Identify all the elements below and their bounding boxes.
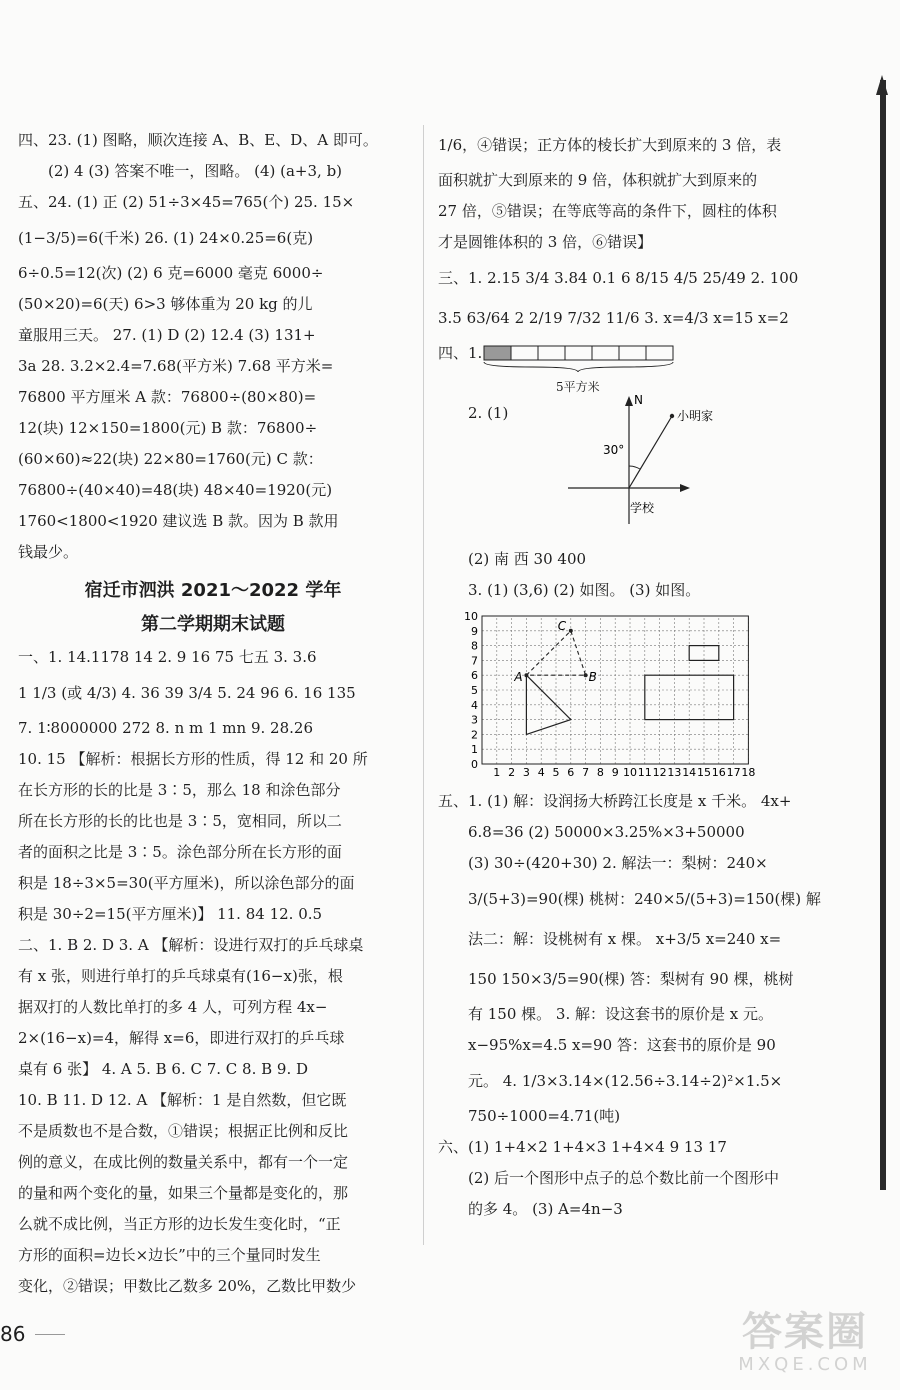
text-line: 12(块) 12×150=1800(元) B 款：76800÷ [18, 419, 318, 437]
bar-cell [619, 346, 646, 360]
text-line: 四、1. [438, 344, 483, 362]
text-line: 六、(1) 1+4×2 1+4×3 1+4×4 9 13 17 [438, 1138, 727, 1156]
text-line: 法二：解：设桃树有 x 棵。 x+3/5 x=240 x= [468, 930, 782, 948]
y-tick-label: 2 [471, 728, 478, 742]
text-line: 钱最少。 [18, 543, 79, 561]
text-line: 76800 平方厘米 A 款：76800÷(80×80)= [18, 388, 317, 406]
direction-line [629, 416, 672, 488]
brace [484, 362, 673, 372]
text-line: 10. 15 【解析：根据长方形的性质，得 12 和 20 所 [18, 750, 368, 768]
x-tick-label: 4 [537, 766, 545, 779]
x-tick-label: 10 [623, 766, 637, 779]
text-line: 一、1. 14.1178 14 2. 9 16 75 七五 3. 3.6 [18, 648, 317, 666]
north-arrow-icon [625, 396, 633, 406]
x-tick-label: 18 [741, 766, 756, 779]
bar-cell [565, 346, 592, 360]
text-line: 1760<1800<1920 建议选 B 款。因为 B 款用 [18, 512, 339, 530]
angle-label: 30° [603, 443, 625, 457]
text-line: (2) 4 (3) 答案不唯一，图略。 (4) (a+3, b) [48, 162, 343, 180]
x-tick-label: 1 [493, 766, 501, 779]
point-label: A [514, 670, 523, 685]
y-tick-label: 0 [471, 758, 478, 771]
x-tick-label: 16 [711, 766, 726, 779]
q2-label: 2. (1) [468, 404, 509, 422]
x-tick-label: 13 [667, 766, 682, 779]
text-line: 有 x 张，则进行单打的乒乓球桌有(16−x)张，根 [18, 967, 343, 985]
text-line: 童服用三天。 27. (1) D (2) 12.4 (3) 131+ [18, 326, 316, 344]
text-line: 方形的面积=边长×边长”中的三个量同时发生 [18, 1246, 321, 1264]
text-line: (2) 后一个图形中点子的总个数比前一个图形中 [468, 1169, 780, 1187]
angle-arc [629, 466, 640, 469]
y-tick-label: 5 [471, 684, 478, 697]
y-tick-label: 1 [471, 743, 478, 757]
east-arrow-icon [680, 484, 690, 492]
bar-cell [646, 346, 673, 360]
text-line: (2) 南 西 30 400 [468, 550, 587, 568]
x-tick-label: 9 [611, 766, 619, 779]
text-line: 面积就扩大到原来的 9 倍，体积就扩大到原来的 [438, 171, 758, 189]
text-line: 据双打的人数比单打的多 4 人，可列方程 4x− [18, 998, 328, 1016]
y-tick-label: 4 [471, 698, 478, 712]
page-number: 86 [0, 1322, 26, 1346]
text-line: 变化，②错误；甲数比乙数多 20%，乙数比甲数少 [18, 1277, 357, 1295]
y-tick-label: 7 [471, 654, 478, 668]
text-line: 76800÷(40×40)=48(块) 48×40=1920(元) [18, 481, 333, 499]
watermark [720, 1310, 890, 1380]
page-edge-tip [876, 75, 888, 95]
page-number-rule [35, 1334, 65, 1335]
text-line: 所在长方形的长的比也是 3∶5，宽相同，所以二 [18, 812, 342, 830]
text-line: 有 150 棵。 3. 解：设这套书的原价是 x 元。 [468, 1005, 774, 1023]
page-edge-bar [880, 80, 886, 1190]
text-line: 在长方形的长的比是 3∶5，那么 18 和涂色部分 [18, 781, 341, 799]
text-line: 五、1. (1) 解：设润扬大桥跨江长度是 x 千米。 4x+ [438, 792, 792, 810]
text-line: 750÷1000=4.71(吨) [468, 1107, 621, 1125]
bar-cell [538, 346, 565, 360]
grid-point [584, 673, 588, 677]
text-line: 的量和两个变化的量，如果三个量都是变化的，那 [18, 1184, 349, 1202]
x-tick-label: 12 [652, 766, 667, 779]
text-line: 桌有 6 张】 4. A 5. B 6. C 7. C 8. B 9. D [18, 1060, 309, 1078]
text-line: 3. (1) (3,6) (2) 如图。 (3) 如图。 [468, 581, 701, 599]
text-line: 不是质数也不是合数，①错误；根据正比例和反比 [18, 1122, 349, 1140]
bar-label: 5平方米 [556, 380, 600, 394]
text-line: 6.8=36 (2) 50000×3.25%×3+50000 [468, 823, 745, 841]
text-line: 2×(16−x)=4，解得 x=6，即进行双打的乒乓球 [18, 1029, 345, 1047]
grid-figure-row [438, 606, 833, 786]
dashed-triangle [526, 631, 585, 675]
compass-figure [566, 394, 766, 544]
watermark-url: MXQE.COM [738, 1354, 872, 1375]
watermark-logo: 答案圈 [742, 1309, 868, 1355]
text-line: 的多 4。 (3) A=4n−3 [468, 1200, 623, 1218]
x-tick-label: 3 [522, 766, 530, 779]
text-line: 三、1. 2.15 3/4 3.84 0.1 6 8/15 4/5 25/49 2. 100 [438, 269, 799, 287]
north-label: N [634, 394, 643, 407]
home-label: 小明家 [677, 409, 714, 423]
text-line: 1/6，④错误；正方体的棱长扩大到原来的 3 倍，表 [438, 136, 782, 154]
y-tick-label: 3 [471, 713, 478, 727]
text-line: (1−3/5)=6(千米) 26. (1) 24×0.25=6(克) [18, 229, 314, 247]
shaded-cell [484, 346, 511, 360]
text-line: 者的面积之比是 3∶5。涂色部分所在长方形的面 [18, 843, 342, 861]
x-tick-label: 2 [508, 766, 516, 779]
q4-1-row [438, 338, 833, 380]
text-line: 四、23. (1) 图略，顺次连接 A、B、E、D、A 即可。 [18, 131, 378, 149]
right-column [438, 125, 833, 1225]
home-point [670, 414, 674, 418]
x-tick-label: 17 [726, 766, 741, 779]
x-tick-label: 8 [596, 766, 604, 779]
text-line: (50×20)=6(天) 6>3 够体重为 20 kg 的儿 [18, 295, 313, 313]
point-label: C [557, 618, 567, 633]
text-line: (60×60)≈22(块) 22×80=1760(元) C 款： [18, 450, 323, 468]
coordinate-grid [460, 606, 790, 786]
x-tick-label: 14 [682, 766, 697, 779]
text-line: x−95%x=4.5 x=90 答：这套书的原价是 90 [468, 1036, 776, 1054]
text-line: 150 150×3/5=90(棵) 答：梨树有 90 棵，桃树 [468, 970, 794, 988]
x-tick-label: 6 [567, 766, 575, 779]
text-line: 10. B 11. D 12. A 【解析：1 是自然数，但它既 [18, 1091, 347, 1109]
exam-subtitle: 第二学期期末试题 [141, 614, 285, 635]
grid-point [569, 629, 573, 633]
text-line: 7. 1∶8000000 272 8. n m 1 mn 9. 28.26 [18, 719, 313, 737]
text-line: 3a 28. 3.2×2.4=7.68(平方米) 7.68 平方米= [18, 357, 334, 375]
x-tick-label: 5 [552, 766, 560, 779]
bar-cell [511, 346, 538, 360]
exam-title: 宿迁市泗洪 2021～2022 学年 [84, 580, 342, 601]
text-line: 元。 4. 1/3×3.14×(12.56÷3.14÷2)²×1.5× [468, 1072, 783, 1090]
text-line: 1 1/3 (或 4/3) 4. 36 39 3/4 5. 24 96 6. 16 135 [18, 684, 356, 702]
y-tick-label: 6 [471, 669, 478, 683]
text-line: 五、24. (1) 正 (2) 51÷3×45=765(个) 25. 15× [18, 193, 355, 211]
compass-figure-row [438, 394, 833, 544]
column-divider [423, 125, 424, 1245]
text-line: 才是圆锥体积的 3 倍，⑥错误】 [438, 233, 653, 251]
text-line: (3) 30÷(420+30) 2. 解法一：梨树：240× [468, 854, 768, 872]
y-tick-label: 10 [464, 610, 478, 623]
grid-point [524, 673, 528, 677]
text-line: 3/(5+3)=90(棵) 桃树：240×5/(5+3)=150(棵) 解 [468, 890, 821, 908]
y-tick-label: 8 [471, 639, 478, 653]
x-tick-label: 11 [637, 766, 652, 779]
text-line: 积是 30÷2=15(平方厘米)】 11. 84 12. 0.5 [18, 905, 323, 923]
triangle-shape [526, 675, 570, 734]
text-line: 6÷0.5=12(次) (2) 6 克=6000 毫克 6000÷ [18, 264, 324, 282]
point-label: B [588, 670, 597, 685]
x-tick-label: 7 [582, 766, 590, 779]
text-line: 二、1. B 2. D 3. A 【解析：设进行双打的乒乓球桌 [18, 936, 364, 954]
school-label: 学校 [630, 501, 655, 515]
fraction-bar-figure [482, 338, 782, 380]
x-tick-label: 15 [697, 766, 711, 779]
text-line: 么就不成比例，当正方形的边长发生变化时，“正 [18, 1215, 341, 1233]
large-rectangle [645, 675, 734, 719]
text-line: 例的意义，在成比例的数量关系中，都有一个一定 [18, 1153, 349, 1171]
text-line: 27 倍，⑤错误；在等底等高的条件下，圆柱的体积 [438, 202, 777, 220]
text-line: 3.5 63/64 2 2/19 7/32 11/6 3. x=4/3 x=15 x=2 [438, 309, 789, 327]
y-tick-label: 9 [471, 624, 478, 638]
bar-cell [592, 346, 619, 360]
left-column [18, 125, 408, 1302]
text-line: 积是 18÷3×5=30(平方厘米)，所以涂色部分的面 [18, 874, 355, 892]
